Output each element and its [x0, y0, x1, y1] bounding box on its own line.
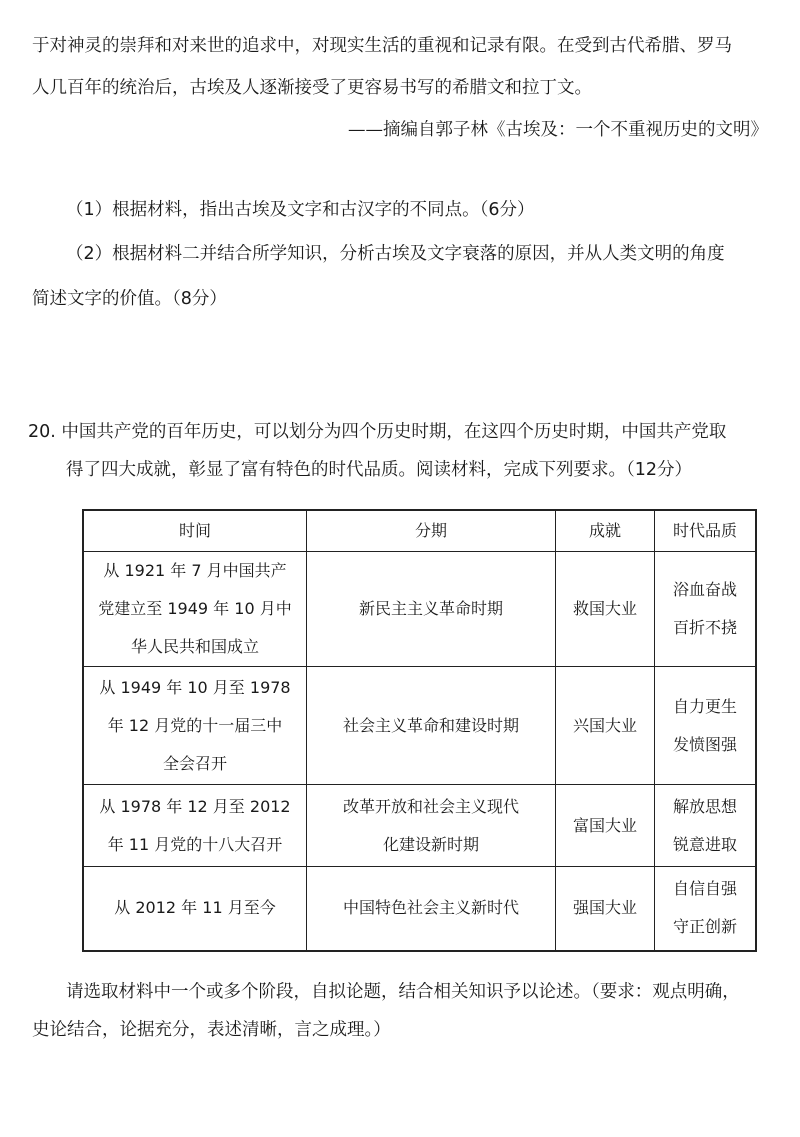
cell-line: 新民主主义革命时期 [358, 599, 503, 618]
question-20-line-2: 得了四大成就，彰显了富有特色的时代品质。阅读材料，完成下列要求。（12分） [66, 460, 693, 480]
material-text-line-2: 人几百年的统治后，古埃及人逐渐接受了更容易书写的希腊文和拉丁文。 [32, 78, 592, 98]
table-row [83, 867, 756, 951]
cell-line: 华人民共和国成立 [130, 637, 259, 656]
cell-line: 自信自强 [672, 879, 737, 899]
cell-line: 全会召开 [162, 753, 227, 773]
cell-line: 化建设新时期 [382, 834, 479, 854]
header-period: 分期 [307, 510, 556, 552]
question-20-line-1: 20. 中国共产党的百年历史，可以划分为四个历史时期，在这四个历史时期，中国共产党取 [28, 422, 727, 442]
table-header-row [83, 510, 756, 552]
cell-line: 解放思想 [672, 796, 737, 816]
cell-line: 党建立至 1949 年 10 月中 [98, 599, 292, 618]
cell-line: 中国特色社会主义新时代 [342, 898, 519, 918]
cell-quality [655, 552, 757, 667]
cell-line: 发愤图强 [672, 734, 737, 754]
cell-line: 改革开放和社会主义现代 [342, 796, 519, 816]
cell-period [307, 552, 556, 667]
header-time: 时间 [83, 510, 307, 552]
cell-period [307, 867, 556, 951]
header-quality: 时代品质 [655, 510, 757, 552]
cell-time [83, 867, 307, 951]
cell-quality [655, 867, 757, 951]
table-row [83, 552, 756, 667]
cell-period [307, 785, 556, 867]
task-line-1: 请选取材料中一个或多个阶段，自拟论题，结合相关知识予以论述。（要求：观点明确， [66, 982, 740, 1002]
cell-line: 从 1921 年 7 月中国共产 [103, 561, 287, 580]
cell-period [307, 667, 556, 785]
cell-line: 浴血奋战 [672, 580, 737, 599]
cell-line: 百折不挠 [672, 618, 737, 637]
table-row [83, 667, 756, 785]
question-2-line-1: （2）根据材料二并结合所学知识，分析古埃及文字衰落的原因，并从人类文明的角度 [66, 244, 725, 264]
table-row [83, 785, 756, 867]
cell-achievement: 救国大业 [556, 552, 655, 667]
history-periods-table [82, 509, 757, 952]
cell-achievement: 强国大业 [556, 867, 655, 951]
cell-line: 社会主义革命和建设时期 [342, 715, 519, 735]
cell-achievement: 兴国大业 [556, 667, 655, 785]
cell-line: 从 1949 年 10 月至 1978 [99, 677, 291, 697]
material-source: ——摘编自郭子林《古埃及：一个不重视历史的文明》 [348, 120, 768, 140]
cell-line: 守正创新 [672, 917, 737, 937]
cell-time [83, 785, 307, 867]
cell-line: 从 2012 年 11 月至今 [114, 898, 276, 918]
cell-line: 锐意进取 [672, 834, 737, 854]
cell-time [83, 667, 307, 785]
cell-line: 年 11 月党的十八大召开 [107, 834, 283, 854]
question-2-line-2: 简述文字的价值。（8分） [32, 289, 227, 309]
question-1: （1）根据材料，指出古埃及文字和古汉字的不同点。（6分） [66, 200, 535, 220]
cell-quality [655, 785, 757, 867]
cell-quality [655, 667, 757, 785]
header-achievement: 成就 [556, 510, 655, 552]
cell-line: 自力更生 [672, 696, 737, 716]
cell-time [83, 552, 307, 667]
cell-line: 从 1978 年 12 月至 2012 [99, 796, 291, 816]
task-line-2: 史论结合，论据充分，表述清晰，言之成理。） [32, 1020, 391, 1040]
cell-line: 年 12 月党的十一届三中 [107, 715, 283, 735]
cell-achievement: 富国大业 [556, 785, 655, 867]
material-text-line-1: 于对神灵的崇拜和对来世的追求中，对现实生活的重视和记录有限。在受到古代希腊、罗马 [32, 36, 732, 56]
